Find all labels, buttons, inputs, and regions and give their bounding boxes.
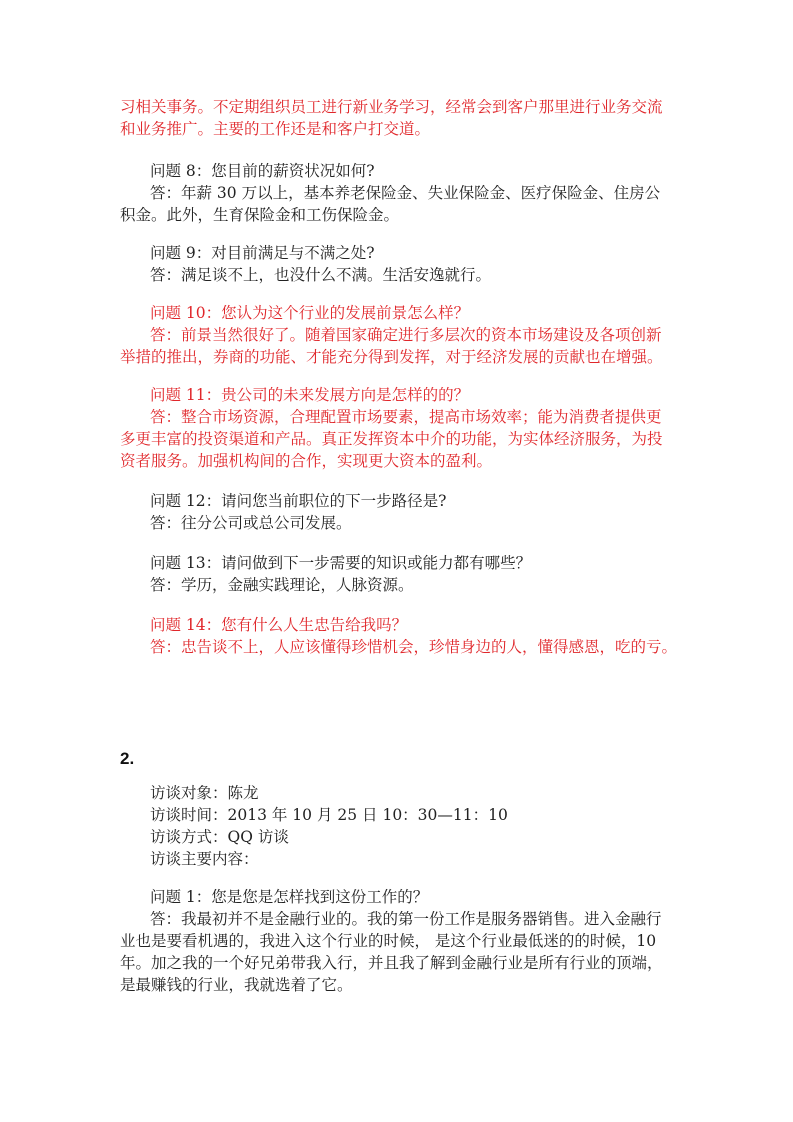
answer-10-line: 举措的推出，券商的功能、才能充分得到发挥，对于经济发展的贡献也在增强。 xyxy=(120,348,663,366)
section2-answer-1-line: 是最赚钱的行业，我就选着了它。 xyxy=(120,976,353,994)
question-9: 问题 9：对目前满足与不满之处? xyxy=(150,244,375,262)
interview-subject: 访谈对象：陈龙 xyxy=(150,784,259,802)
section2-question-1: 问题 1：您是您是怎样找到这份工作的？ xyxy=(150,888,429,906)
answer-12-line: 答：往分公司或总公司发展。 xyxy=(150,514,352,532)
answer-11-line: 答：整合市场资源，合理配置市场要素，提高市场效率；能为消费者提供更 xyxy=(150,408,662,426)
interview-time: 访谈时间：2013 年 10 月 25 日 10：30—11：10 xyxy=(150,806,508,824)
answer-13-line: 答：学历，金融实践理论，人脉资源。 xyxy=(150,576,414,594)
paragraph-line: 习相关事务。不定期组织员工进行新业务学习，经常会到客户那里进行业务交流 xyxy=(120,98,663,116)
section2-answer-1-line: 业也是要看机遇的，我进入这个行业的时候， 是这个行业最低迷的的时候，10 xyxy=(120,932,657,950)
interview-method: 访谈方式：QQ 访谈 xyxy=(150,828,289,846)
question-10: 问题 10：您认为这个行业的发展前景怎么样？ xyxy=(150,304,470,322)
answer-11-line: 资者服务。加强机构间的合作，实现更大资本的盈利。 xyxy=(120,452,493,470)
section2-answer-1-line: 年。加之我的一个好兄弟带我入行，并且我了解到金融行业是所有行业的顶端， xyxy=(120,954,663,972)
question-11: 问题 11：贵公司的未来发展方向是怎样的的？ xyxy=(150,386,470,404)
paragraph-line: 和业务推广。主要的工作还是和客户打交道。 xyxy=(120,120,431,138)
answer-9-line: 答：满足谈不上，也没什么不满。生活安逸就行。 xyxy=(150,266,492,284)
interview-content-label: 访谈主要内容： xyxy=(150,850,259,868)
answer-8-line: 积金。此外，生育保险金和工伤保险金。 xyxy=(120,206,400,224)
section2-answer-1-line: 答：我最初并不是金融行业的。我的第一份工作是服务器销售。进入金融行 xyxy=(150,910,662,928)
section-number: 2. xyxy=(120,749,135,768)
question-13: 问题 13：请问做到下一步需要的知识或能力都有哪些？ xyxy=(150,554,532,572)
question-12: 问题 12：请问您当前职位的下一步路径是? xyxy=(150,492,447,510)
question-8: 问题 8：您目前的薪资状况如何? xyxy=(150,162,375,180)
answer-14-line: 答：忠告谈不上，人应该懂得珍惜机会，珍惜身边的人，懂得感恩，吃的亏。 xyxy=(150,638,678,656)
answer-11-line: 多更丰富的投资渠道和产品。真正发挥资本中介的功能，为实体经济服务，为投 xyxy=(120,430,663,448)
question-14: 问题 14：您有什么人生忠告给我吗？ xyxy=(150,616,408,634)
answer-10-line: 答：前景当然很好了。随着国家确定进行多层次的资本市场建设及各项创新 xyxy=(150,326,662,344)
answer-8-line: 答：年薪 30 万以上，基本养老保险金、失业保险金、医疗保险金、住房公 xyxy=(150,184,661,202)
